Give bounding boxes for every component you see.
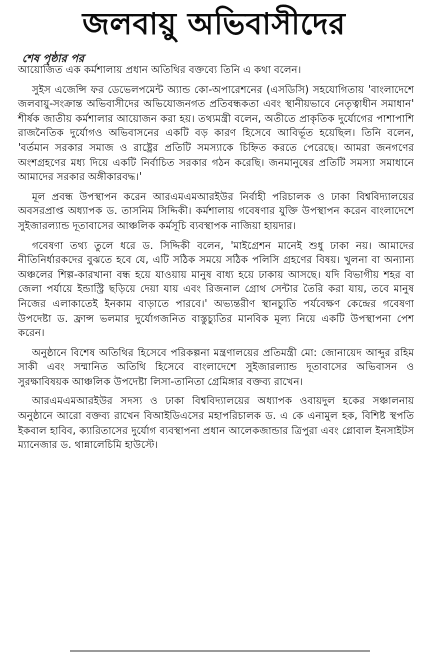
article-paragraph: গবেষণা তথ্য তুলে ধরে ড. সিদ্দিকী বলেন, 'মাইগ্রেশন মানেই শুধু ঢাকা নয়। আমাদের নীতিনির্ধারকদের বুঝতে হবে যে, এটি সঠিক সময়ে সঠিক পলিসি গ্রহণের বিষয়। খুলনা বা অন্যান্য অঞ্চলের শিল্প-কারখানা বন্ধ হয়ে যাওয়ায় মানুষ বাধ্য হয়ে ঢাকায় আসছে। যদি বিভাগীয় শহর বা জেলা পর্যায়ে ইন্ডাস্ট্রি ছড়িয়ে দেয়া যায় এবং রিজনাল গ্রোথ সেন্টার তৈরি করা যায়, তবে মানুষ নিজের এলাকাতেই ইনকাম বাড়াতে পারবে।' অভ্যন্তরীণ স্থানচ্যুতি পর্যবেক্ষণ কেন্দ্রের গবেষণা উপদেষ্টা ড. ফ্রান্স ভলমার দুর্যোগজনিত বাস্তুচ্যুতির মানবিক মূল্য নিয়ে একটি উপস্থাপনা পেশ করেন। xyxy=(18,240,414,340)
headline: জলবায়ু অভিবাসীদের xyxy=(82,7,346,42)
article-paragraph: অনুষ্ঠানে বিশেষ অতিথির হিসেবে পরিকল্পনা মন্ত্রণালয়ের প্রতিমন্ত্রী মো: জোনায়েদ আব্দুর রহিম সাকী এবং সম্মানিত অতিথি হিসেবে বাংলাদেশে সুইজারল্যান্ড দূতাবাসের অভিবাসন ও সুরক্ষাবিষয়ক আঞ্চলিক উপদেষ্টা লিসা-তানিতা গ্রেমিঙ্গার বক্তব্য রাখেন। xyxy=(18,347,414,388)
article-body xyxy=(18,64,414,459)
article-paragraph: সুইস এজেন্সি ফর ডেভেলপমেন্ট অ্যান্ড কো-অপারেশনের (এসডিসি) সহযোগিতায় 'বাংলাদেশে জলবায়ু-সংক্রান্ত অভিবাসীদের অভিযোজনগত প্রতিবন্ধকতা এবং স্থানীয়ভাবে নেতৃত্বাধীন সমাধান' শীর্ষক জাতীয় কর্মশালার আয়োজন করা হয়। তথ্যমন্ত্রী বলেন, অতীতে প্রাকৃতিক দুর্যোগের পাশাপাশি রাজনৈতিক দুর্যোগও অভিবাসনের একটি বড় কারণ হিসেবে আবির্ভূত হয়েছিল। তিনি বলেন, 'বর্তমান সরকার সমাজ ও রাষ্ট্রের প্রতিটি সমস্যাকে চিহ্নিত করতে পেরেছে। আমরা জনগণের অংশগ্রহণের মধ্য দিয়ে একটি নির্বাচিত সরকার গঠন করেছি। জনমানুষের প্রতিটি সমস্যা সমাধানে আমাদের সরকার অঙ্গীকারবদ্ধ।' xyxy=(18,84,414,184)
article-paragraph: মূল প্রবন্ধ উপস্থাপন করেন আরএমএমআরইউর নির্বাহী পরিচালক ও ঢাকা বিশ্ববিদ্যালয়ের অবসরপ্রাপ্ত অধ্যাপক ড. তাসনিম সিদ্দিকী। কর্মশালায় গবেষণার যুক্তি উপস্থাপন করেন বাংলাদেশে সুইজারল্যান্ড দূতাবাসের আঞ্চলিক কর্মসূচি ব্যবস্থাপক নাজিয়া হায়দার। xyxy=(18,191,414,232)
article-paragraph: আরএমএমআরইউর সদস্য ও ঢাকা বিশ্ববিদ্যালয়ের অধ্যাপক ওবায়দুল হকের সঞ্চালনায় অনুষ্ঠানে আরো বক্তব্য রাখেন বিআইডিএসের মহাপরিচালক ড. এ কে এনামুল হক, বিশিষ্ট স্থপতি ইকবাল হাবিব, ক্যারিতাসের দুর্যোগ ব্যবস্থাপনা প্রধান আলেকজান্ডার ত্রিপুরা এবং গ্লোবাল ইনসাইটস ম্যানেজার ড. থান্নালেচিমি হাউস্টে। xyxy=(18,396,414,452)
article-paragraph: আয়োজিত এক কর্মশালায় প্রধান অতিথির বক্তব্যে তিনি এ কথা বলেন। xyxy=(18,65,302,76)
bottom-divider xyxy=(70,650,370,652)
continued-from-label: শেষ পৃষ্ঠার পর xyxy=(22,52,85,65)
